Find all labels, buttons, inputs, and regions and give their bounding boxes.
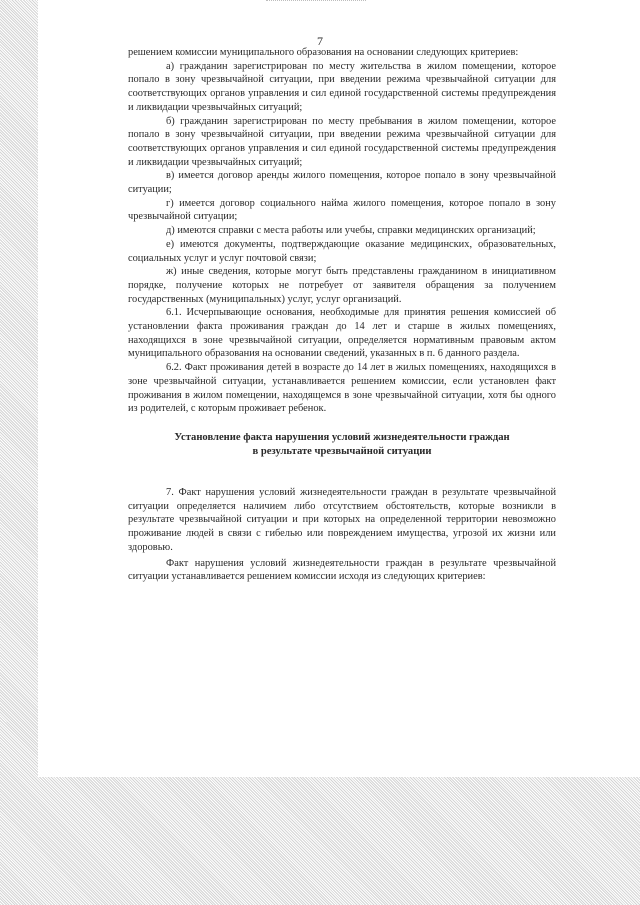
criterion-a: а) гражданин зарегистрирован по месту жительства в жилом помещении, которое попало в зону чрезвычайной ситуации, при введении режима чрезвычайной ситуации для соответствующих органов управления и сил единой государственной системы предупреждения и ликвидации чрезвычайных ситуаций; xyxy=(128,60,556,113)
clause-6-1: 6.1. Исчерпывающие основания, необходимые для принятия решения комиссией об установлении факта проживания граждан до 14 лет и старше в жилых помещениях, находящихся в зоне чрезвычайной ситуации, определяется нормативным правовым актом муниципального образования на основании сведений, указанных в п. 6 данного раздела. xyxy=(128,307,556,360)
clause-6-2: 6.2. Факт проживания детей в возрасте до 14 лет в жилых помещениях, находящихся в зоне чрезвычайной ситуации, устанавливается решением комиссии, если установлен факт проживания в жилом помещении, находящемся в зоне чрезвычайной ситуации, хотя бы одного из родителей, с которым проживает ребенок. xyxy=(128,362,556,415)
criterion-e: е) имеются документы, подтверждающие оказание медицинских, образовательных, социальных услуг и услуг почтовой связи; xyxy=(128,238,556,264)
criterion-v: в) имеется договор аренды жилого помещения, которое попало в зону чрезвычайной ситуации; xyxy=(128,170,556,196)
criterion-d: д) имеются справки с места работы или учебы, справки медицинских организаций; xyxy=(166,225,536,237)
section-heading-line2: в результате чрезвычайной ситуации xyxy=(252,445,432,457)
section-heading-line1: Установление факта нарушения условий жизнедеятельности граждан xyxy=(174,431,510,443)
scan-border-bottom xyxy=(0,777,640,905)
page-number: 7 xyxy=(317,34,323,48)
paragraph-criteria-intro: Факт нарушения условий жизнедеятельности граждан в результате чрезвычайной ситуации устанавливается решением комиссии исходя из следующих критериев: xyxy=(128,557,556,583)
scan-border-left xyxy=(0,0,38,905)
criterion-b: б) гражданин зарегистрирован по месту пребывания в жилом помещении, которое попало в зону чрезвычайной ситуации, при введении режима чрезвычайной ситуации для соответствующих органов управления и сил единой государственной системы предупреждения и ликвидации чрезвычайных ситуаций; xyxy=(128,115,556,168)
paragraph-intro: решением комиссии муниципального образования на основании следующих критериев: xyxy=(128,47,519,58)
document-body xyxy=(128,46,556,584)
clause-7: 7. Факт нарушения условий жизнедеятельности граждан в результате чрезвычайной ситуации определяется наличием либо отсутствием обстоятельств, которые возникли в результате чрезвычайной ситуации и при которых на определенной территории невозможно проживание людей в связи с гибелью или повреждением имущества, угрозой их жизни или здоровью. xyxy=(128,486,556,553)
section-heading xyxy=(128,431,556,459)
criterion-zh: ж) иные сведения, которые могут быть представлены гражданином в инициативном порядке, получение которых не потребует от заявителя обращения за получением государственных (муниципальных) услуг, услуг организаций. xyxy=(128,266,556,305)
criterion-g: г) имеется договор социального найма жилого помещения, которое попало в зону чрезвычайной ситуации; xyxy=(128,197,556,223)
scan-artifact xyxy=(266,0,366,5)
